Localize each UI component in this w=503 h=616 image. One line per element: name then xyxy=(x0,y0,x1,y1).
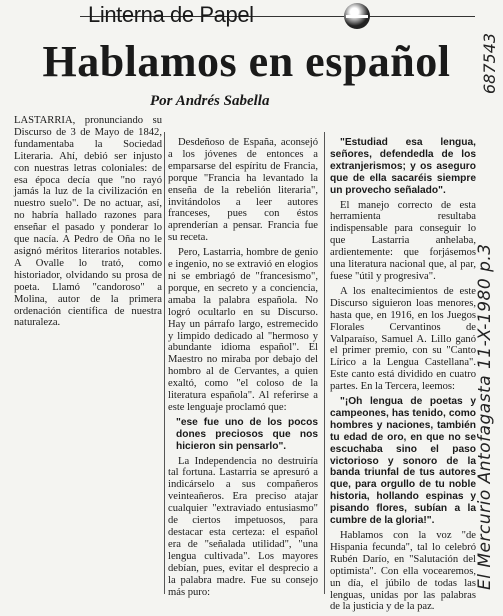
quote: "Estudiad esa lengua, señores, defendedla de los extranjerismos; y os aseguro que de ella sacaréis siempre un provecho señalado". xyxy=(330,137,476,196)
column-2 xyxy=(168,137,318,601)
paragraph: Pero, Lastarria, hombre de genio e ingenio, no se extravió en elogios ni se embriagó de "francesismo", porque, en secreto y a conciencia, amaba la palabra española. No logró ocultarlo en su Discurso. Hay un párrafo largo, estremecido y limpido dedicado al "hermoso y abundante idioma español". El Maestro no miraba por debajo del hombro al de Cervantes, a quien exaltó, como "el coloso de la literatura española". Al referirse a este lenguaje proclamó que: xyxy=(168,247,318,413)
poem-quote: "¡Oh lengua de poetas y campeones, has tenido, como hombres y naciones, también tu edad de oro, en que no se escuchaba sino el paso victorioso y sonoro de la banda triunfal de tus autores que, para orgullo de tu noble historia, hollando espinas y pisando flores, subían a la cumbre de la gloria!". xyxy=(330,396,476,527)
paragraph: Desdeñoso de España, aconsejó a los jóvenes de entonces a emparsarse del espíritu de Francia, porque "Francia ha levantado la enseña de la rebelión literaria", invitándolos a leer autores franceses, pues con éstos aprenderían a pensar. Francia fue su receta. xyxy=(168,137,318,244)
column-divider xyxy=(324,132,325,594)
section-kicker: Linterna de Papel xyxy=(88,2,254,27)
handwritten-source-note: El Mercurio Antofagasta 11-X-1980 p.3 xyxy=(475,243,495,590)
lantern-logo-icon xyxy=(344,3,370,29)
column-1 xyxy=(14,115,162,332)
paragraph: Hablamos con la voz "de Hispania fecunda", tal lo celebró Rubén Darío, en "Salutación del optimista". Con ella vocearemos, un día, el júbilo de todas las lenguas, unidas por las palabras de la justicia y de la paz. xyxy=(330,530,476,613)
paragraph: La Independencia no destruiría tal fortuna. Lastarria se apresuró a indicárselo a sus compañeros veinteañeros. Era preciso atajar cualquier "extraviado entusiasmo" de ciertos impetuosos, para destacar esta certeza: el español era de "señalada utilidad", "una lengua cultivada". Los mayores debían, pues, evitar el desprecio a la palabra madre. Fue su consejo más puro: xyxy=(168,455,318,598)
archive-stamp: 687543 xyxy=(480,32,499,94)
paragraph: LASTARRIA, pronunciando su Discurso de 3 de Mayo de 1842, fundamentaba la Sociedad Literaria. Ahí, debió ser injusto con nuestras letras coloniales: de esa época decía que "no rayó jamás la luz de la civilización en nuestro suelo". De no actuar, así, no habría hallado razones para enseñar el pasado y ponderar lo que nacía. A Pedro de Oña no le asignó méritos literarios notables. A Ovalle lo trató, como historiador, olvidando su prosa de poeta. Llamó "candoroso" a Molina, autor de la primera ordenación científica de nuestra naturaleza. xyxy=(14,115,162,329)
column-3 xyxy=(330,137,476,616)
quote: "ese fue uno de los pocos dones preciosos que nos hicieron sin pensarlo". xyxy=(176,416,318,452)
column-divider xyxy=(164,132,165,594)
paragraph: El manejo correcto de esta herramienta resultaba indispensable para conseguir lo que Lastarria anhelaba, ardientemente: que forjásemos una literatura nacional que, al par, fuese "útil y progresiva". xyxy=(330,199,476,282)
article-headline: Hablamos en español xyxy=(42,37,451,86)
article-byline: Por Andrés Sabella xyxy=(150,93,270,109)
paragraph: A los enaltecimientos de este Discurso siguieron loas menores, hasta que, en 1916, en los Juegos Florales Cervantinos de Valparaíso, Samuel A. Lillo ganó el primer premio, con su "Canto Lírico a la Lengua Castellana". Este canto está dividido en cuatro partes. En la Tercera, leemos: xyxy=(330,285,476,393)
